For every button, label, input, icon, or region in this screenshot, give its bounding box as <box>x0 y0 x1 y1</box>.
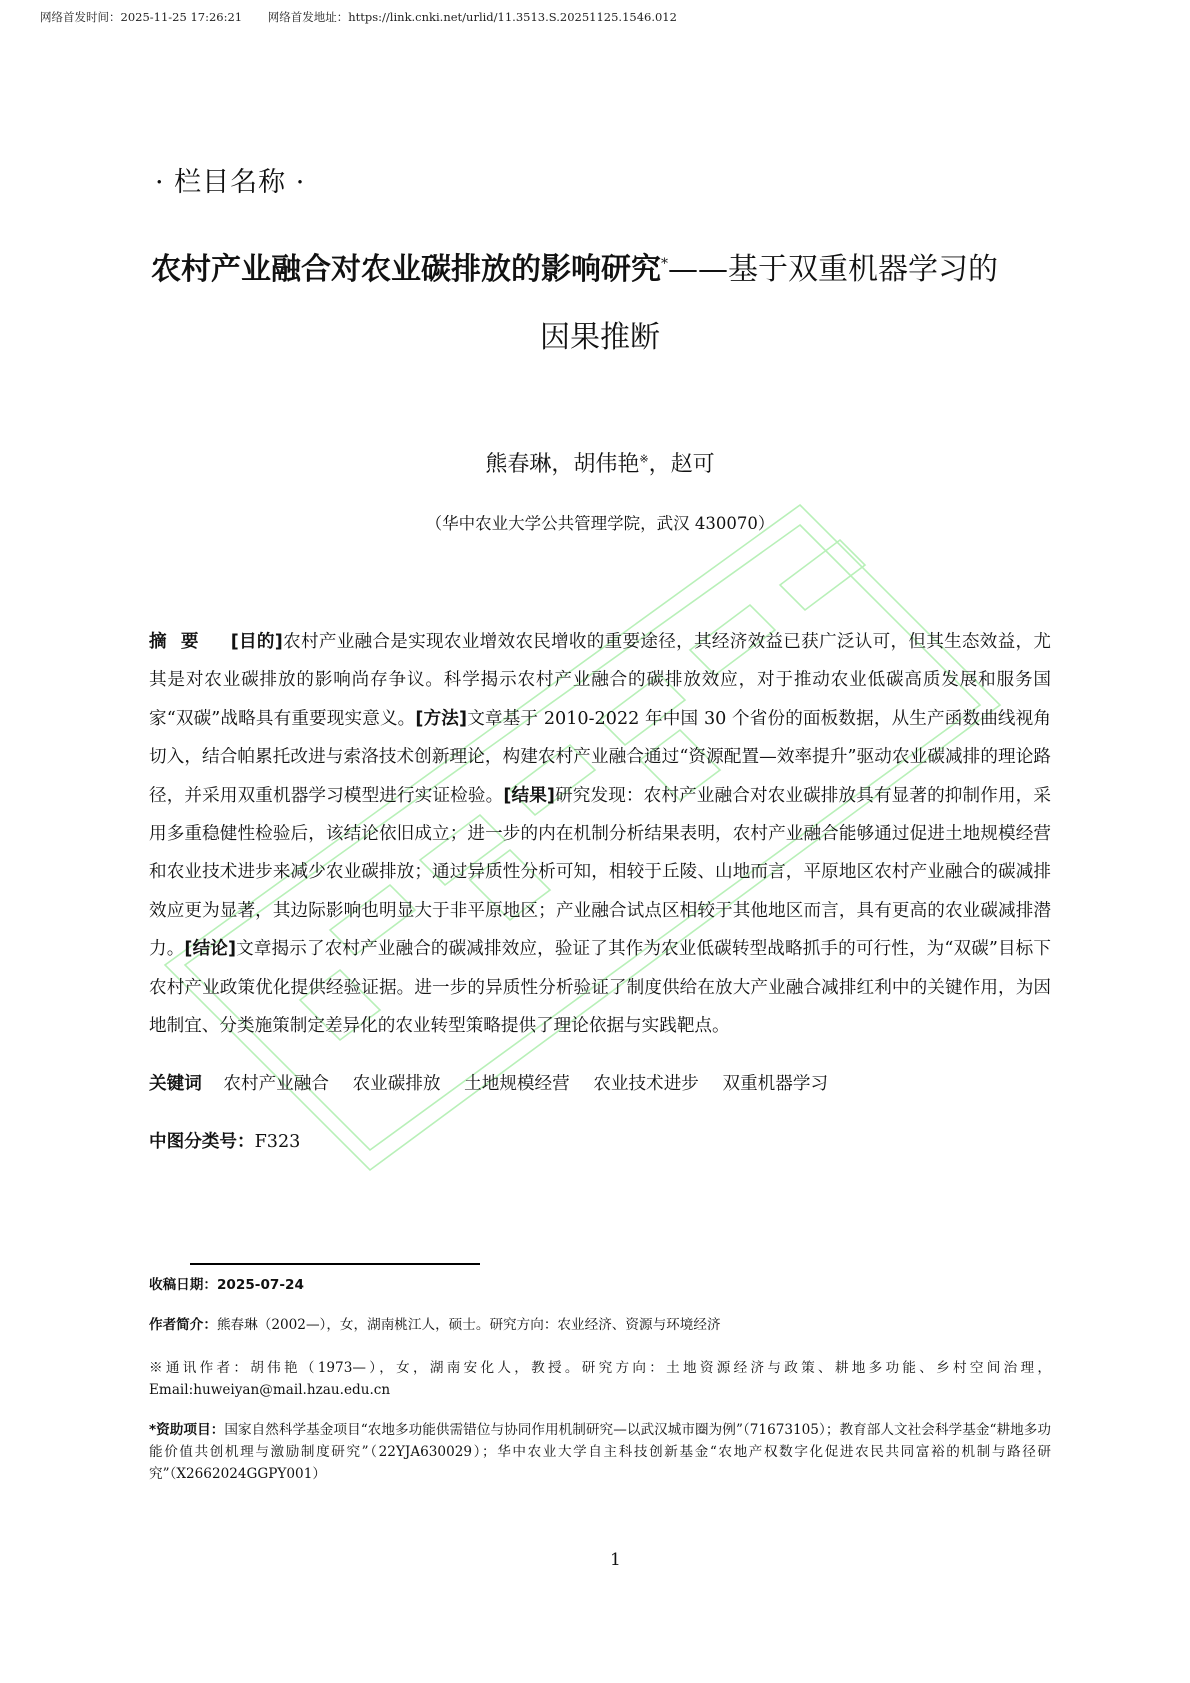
title-main: 农村产业融合对农业碳排放的影响研究 <box>151 252 661 287</box>
title-funding-mark: * <box>661 256 668 272</box>
keyword: 农业技术进步 <box>593 1074 699 1094</box>
author: 胡伟艳 <box>573 452 640 477</box>
author-list <box>0 447 1190 478</box>
bio-label: 作者简介： <box>149 1317 217 1333</box>
keyword: 双重机器学习 <box>722 1074 829 1094</box>
author: ，赵可 <box>648 452 715 477</box>
keyword: 农业碳排放 <box>352 1074 441 1094</box>
funding-text: 国家自然科学基金项目“农地多功能供需错位与协同作用机制研究—以武汉城市圈为例”（71673105）；教育部人文社会科学基金“耕地多功能价值共创机理与激励制度研究”（22YJA630029）；华中农业大学自主科技创新基金“农地产权数字化促进农民共同富裕的机制与路径研究”（X2662024GGPY001） <box>149 1422 1051 1482</box>
corresponding-mark: ※ <box>639 452 649 466</box>
keywords-label: 关键词 <box>149 1074 202 1094</box>
conclusion-text: 文章揭示了农村产业融合的碳减排效应，验证了其作为农业低碳转型战略抓手的可行性，为“双碳”目标下农村产业政策优化提供经验证据。进一步的异质性分析验证了制度供给在放大产业融合减排红利中的关键作用，为因地制宜、分类施策制定差异化的农业转型策略提供了理论依据与实践靶点。 <box>149 939 1051 1037</box>
paper-title <box>151 244 998 288</box>
received-date <box>149 1274 1051 1296</box>
result-text: 研究发现：农村产业融合对农业碳排放具有显著的抑制作用，采用多重稳健性检验后，该结论依旧成立；进一步的内在机制分析结果表明，农村产业融合能够通过促进土地规模经营和农业技术进步来减少农业碳排放；通过异质性分析可知，相较于丘陵、山地而言，平原地区农村产业融合的碳减排效应更为显著，其边际影响也明显大于非平原地区；产业融合试点区相较于其他地区而言，具有更高的农业碳减排潜力。 <box>149 785 1051 960</box>
title-subtitle: ——基于双重机器学习的 <box>668 252 998 287</box>
paper-title-continued: 因果推断 <box>540 320 660 355</box>
funding <box>149 1419 1051 1485</box>
objective-label: [目的] <box>230 632 283 652</box>
keyword: 土地规模经营 <box>464 1074 570 1094</box>
footnote-divider <box>190 1263 480 1265</box>
received-value: 2025-07-24 <box>216 1277 304 1293</box>
method-label: [方法] <box>415 708 468 729</box>
method-text: 文章基于 2010-2022 年中国 30 个省份的面板数据，从生产函数曲线视角切入，结合帕累托改进与索洛技术创新理论，构建农村产业融合通过“资源配置—效率提升”驱动农业碳减排的理论路径，并采用双重机器学习模型进行实证检验。 <box>149 708 1051 806</box>
publication-url[interactable]: 网络首发地址：https://link.cnki.net/urlid/11.3513.S.20251125.1546.012 <box>267 10 677 24</box>
bio-text: 熊春琳（2002—），女，湖南桃江人，硕士。研究方向：农业经济、资源与环境经济 <box>216 1317 721 1333</box>
affiliation: （华中农业大学公共管理学院，武汉 430070） <box>425 514 775 533</box>
column-name: · 栏目名称 · <box>155 167 306 198</box>
funding-label: *资助项目： <box>149 1422 225 1438</box>
result-label: [结果] <box>503 785 555 806</box>
classification-number <box>149 1128 300 1153</box>
conclusion-label: [结论] <box>184 939 237 960</box>
received-label: 收稿日期： <box>149 1277 217 1293</box>
author: 熊春琳， <box>485 452 574 477</box>
publication-time: 网络首发时间：2025-11-25 17:26:21 <box>40 10 243 24</box>
page-number: 1 <box>610 1550 621 1570</box>
online-publication-header <box>40 9 699 25</box>
abstract <box>149 623 1051 1045</box>
keyword: 农村产业融合 <box>223 1074 329 1094</box>
objective-text: 农村产业融合是实现农业增效农民增收的重要途径，其经济效益已获广泛认可，但其生态效益，尤其是对农业碳排放的影响尚存争议。科学揭示农村产业融合的碳排放效应，对于推动农业低碳高质发展和服务国家“双碳”战略具有重要现实意义。 <box>149 632 1051 729</box>
clc-value: F323 <box>254 1132 301 1152</box>
corresponding-author: ※通讯作者：胡伟艳（1973—），女，湖南安化人，教授。研究方向：土地资源经济与政策、耕地多功能、乡村空间治理，Email:huweiyan@mail.hzau.edu.cn <box>149 1360 1051 1398</box>
clc-label: 中图分类号： <box>149 1132 255 1152</box>
author-bio <box>149 1314 1051 1336</box>
keywords <box>149 1070 846 1095</box>
abstract-heading: 摘要 <box>149 632 213 652</box>
